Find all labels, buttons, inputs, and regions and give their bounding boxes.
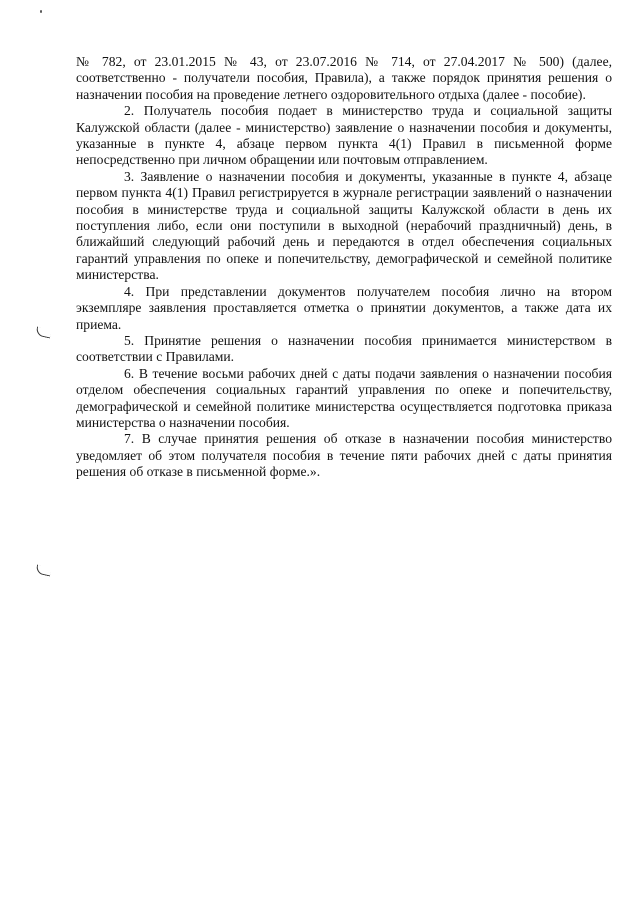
paragraph-6: 6. В течение восьми рабочих дней с даты подачи заявления о назначении пособия отделом обеспечения социальных гарантий управления по опеке и попечительству, демографической и семейной политике министерства осуществляется подготовка приказа министерства о назначении пособия. <box>76 365 612 430</box>
paragraph-continuation: № 782, от 23.01.2015 № 43, от 23.07.2016 № 714, от 27.04.2017 № 500) (далее, соответственно - получатели пособия, Правила), а также порядок принятия решения о назначении пособия на проведение летнего оздоровительного отдыха (далее - пособие). <box>76 54 612 102</box>
paragraph-5: 5. Принятие решения о назначении пособия принимается министерством в соответствии с Правилами. <box>76 332 612 365</box>
paragraph-7: 7. В случае принятия решения об отказе в назначении пособия министерство уведомляет об этом получателя пособия в течение пяти рабочих дней с даты принятия решения об отказе в письменной форме.». <box>76 431 612 480</box>
paragraph-4: 4. При представлении документов получателем пособия лично на втором экземпляре заявления проставляется отметка о принятии документов, а также дата их приема. <box>76 283 612 332</box>
paragraph-2: 2. Получатель пособия подает в министерство труда и социальной защиты Калужской области (далее - министерство) заявление о назначении пособия и документы, указанные в пункте 4, абзаце первом пункта 4(1) Правил в письменной форме непосредственно при личном обращении или почтовым отправлением. <box>76 103 612 168</box>
punch-hole-mark-upper <box>35 327 52 339</box>
paragraph-3: 3. Заявление о назначении пособия и документы, указанные в пункте 4, абзаце первом пункта 4(1) Правил регистрируется в журнале регистрации заявлений о назначении пособия в министерстве труда и социальной защиты Калужской области в день их поступления либо, если они поступили в выходной (нерабочий праздничный) день, в ближайший следующий рабочий день и передаются в отдел обеспечения социальных гарантий управления по опеке и попечительству, демографической и семейной политике министерства. <box>76 168 612 283</box>
document-body <box>76 54 612 481</box>
punch-hole-mark-lower <box>35 565 52 577</box>
scan-speck <box>40 10 42 13</box>
